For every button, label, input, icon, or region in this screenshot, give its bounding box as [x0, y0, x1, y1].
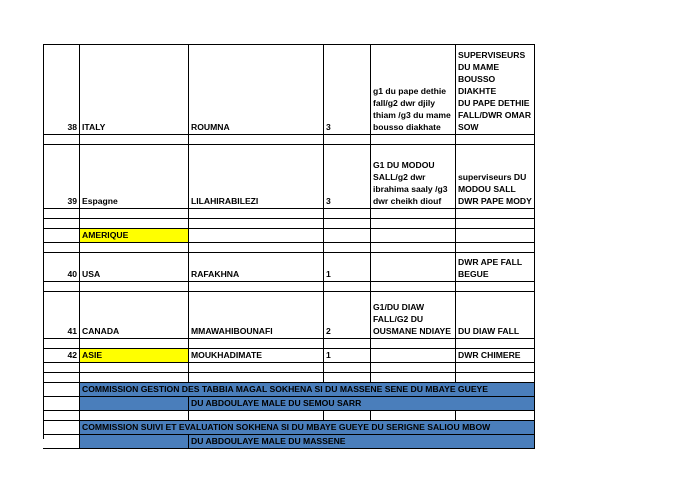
- sheet-cell[interactable]: [189, 219, 324, 229]
- supervisors-cell[interactable]: [456, 229, 535, 243]
- supervisors-cell-text: DU DIAW FALL: [458, 326, 520, 336]
- groups-cell[interactable]: [371, 253, 456, 282]
- row-number-text: 40: [67, 269, 77, 279]
- country-cell[interactable]: [80, 292, 189, 339]
- country-cell[interactable]: [80, 349, 189, 363]
- country-cell[interactable]: [80, 44, 189, 135]
- count-cell[interactable]: [324, 253, 371, 282]
- country-cell[interactable]: [80, 229, 189, 243]
- sheet-cell[interactable]: [43, 219, 80, 229]
- sheet-cell[interactable]: [43, 383, 80, 397]
- sheet-cell[interactable]: [189, 363, 324, 373]
- name-cell-text: RAFAKHNA: [191, 269, 240, 279]
- commission-title[interactable]: [80, 383, 535, 397]
- sheet-cell[interactable]: [324, 243, 371, 253]
- sheet-cell[interactable]: [80, 282, 189, 292]
- row-number[interactable]: [43, 44, 80, 135]
- country-cell-text: ASIE: [82, 350, 103, 360]
- row-number[interactable]: [43, 253, 80, 282]
- country-cell-text: Espagne: [82, 196, 118, 206]
- groups-cell-text: G1/DU DIAW FALL/G2 DU OUSMANE NDIAYE: [373, 302, 451, 336]
- groups-cell[interactable]: [371, 145, 456, 209]
- sheet-cell[interactable]: [43, 243, 80, 253]
- sheet-cell[interactable]: [189, 373, 324, 383]
- sheet-cell[interactable]: [43, 339, 80, 349]
- sheet-cell[interactable]: [43, 435, 80, 449]
- sheet-cell[interactable]: [456, 363, 535, 373]
- name-cell[interactable]: [189, 253, 324, 282]
- count-cell-text: 3: [326, 196, 331, 206]
- sheet-cell[interactable]: [43, 421, 80, 435]
- commission-members[interactable]: [189, 397, 535, 411]
- sheet-cell[interactable]: [80, 243, 189, 253]
- name-cell[interactable]: [189, 44, 324, 135]
- sheet-cell[interactable]: [371, 219, 456, 229]
- supervisors-cell[interactable]: [456, 349, 535, 363]
- name-cell-text: MMAWAHIBOUNAFI: [191, 326, 273, 336]
- supervisors-cell[interactable]: [456, 292, 535, 339]
- sheet-cell[interactable]: [456, 411, 535, 421]
- row-number[interactable]: [43, 349, 80, 363]
- sheet-cell[interactable]: [43, 363, 80, 373]
- sheet-cell[interactable]: [456, 209, 535, 219]
- groups-cell-text: g1 du pape dethie fall/g2 dwr djily thiam /g3 du mame bousso diakhate: [373, 86, 451, 132]
- sheet-cell[interactable]: [80, 219, 189, 229]
- sheet-cell[interactable]: [371, 282, 456, 292]
- sheet-cell[interactable]: [456, 243, 535, 253]
- sheet-cell[interactable]: [456, 282, 535, 292]
- groups-cell[interactable]: [371, 229, 456, 243]
- sheet-cell[interactable]: [189, 411, 324, 421]
- sheet-cell[interactable]: [324, 363, 371, 373]
- row-number[interactable]: [43, 229, 80, 243]
- name-cell-text: LILAHIRABILEZI: [191, 196, 259, 206]
- count-cell[interactable]: [324, 44, 371, 135]
- commission-title-text: COMMISSION GESTION DES TABBIA MAGAL SOKHENA SI DU MASSENE SENE DU MBAYE GUEYE: [82, 384, 489, 394]
- count-cell[interactable]: [324, 349, 371, 363]
- commission-members-text: DU ABDOULAYE MALE DU SEMOU SARR: [191, 398, 362, 408]
- sheet-cell[interactable]: [189, 339, 324, 349]
- sheet-cell[interactable]: [43, 411, 80, 421]
- sheet-cell[interactable]: [324, 135, 371, 145]
- sheet-cell[interactable]: [80, 411, 189, 421]
- row-number-text: 39: [67, 196, 77, 206]
- supervisors-cell-text: superviseurs DU MODOU SALL DWR PAPE MODY: [458, 172, 532, 206]
- sheet-cell[interactable]: [80, 373, 189, 383]
- sheet-cell[interactable]: [43, 135, 80, 145]
- sheet-cell[interactable]: [371, 363, 456, 373]
- sheet-cell[interactable]: [324, 411, 371, 421]
- commission-band[interactable]: [80, 435, 189, 449]
- sheet-cell[interactable]: [43, 209, 80, 219]
- supervisors-cell[interactable]: [456, 44, 535, 135]
- sheet-cell[interactable]: [189, 209, 324, 219]
- sheet-cell[interactable]: [456, 135, 535, 145]
- sheet-cell[interactable]: [456, 339, 535, 349]
- sheet-cell[interactable]: [371, 135, 456, 145]
- sheet-cell[interactable]: [371, 209, 456, 219]
- supervisors-cell-text: DWR CHIMERE: [458, 350, 521, 360]
- country-cell[interactable]: [80, 253, 189, 282]
- sheet-cell[interactable]: [324, 373, 371, 383]
- sheet-cell[interactable]: [189, 135, 324, 145]
- row-number[interactable]: [43, 292, 80, 339]
- commission-title-text: COMMISSION SUIVI ET EVALUATION SOKHENA SI DU MBAYE GUEYE DU SERIGNE SALIOU MBOW: [82, 422, 491, 432]
- sheet-cell[interactable]: [324, 282, 371, 292]
- commission-members[interactable]: [189, 435, 535, 449]
- sheet-cell[interactable]: [371, 243, 456, 253]
- sheet-cell[interactable]: [80, 339, 189, 349]
- country-cell-text: ITALY: [82, 122, 106, 132]
- sheet-cell[interactable]: [80, 209, 189, 219]
- country-cell-text: AMERIQUE: [82, 230, 129, 240]
- commission-band[interactable]: [80, 397, 189, 411]
- sheet-cell[interactable]: [456, 373, 535, 383]
- groups-cell-text: G1 DU MODOU SALL/g2 dwr ibrahima saaly /g3 dwr cheikh diouf: [373, 160, 448, 206]
- count-cell-text: 3: [326, 122, 331, 132]
- commission-title[interactable]: [80, 421, 535, 435]
- count-cell[interactable]: [324, 292, 371, 339]
- country-cell-text: CANADA: [82, 326, 120, 336]
- spreadsheet-grid: [43, 44, 535, 446]
- sheet-cell[interactable]: [43, 397, 80, 411]
- name-cell[interactable]: [189, 349, 324, 363]
- sheet-cell[interactable]: [324, 219, 371, 229]
- name-cell-text: MOUKHADIMATE: [191, 350, 262, 360]
- sheet-cell[interactable]: [371, 339, 456, 349]
- sheet-cell[interactable]: [324, 339, 371, 349]
- row-number-text: 38: [67, 122, 77, 132]
- sheet-cell[interactable]: [456, 219, 535, 229]
- name-cell-text: ROUMNA: [191, 122, 230, 132]
- row-number-text: 42: [67, 350, 77, 360]
- country-cell-text: USA: [82, 269, 101, 279]
- sheet-cell[interactable]: [43, 282, 80, 292]
- supervisors-cell[interactable]: [456, 253, 535, 282]
- supervisors-cell-text: DWR APE FALL BEGUE: [458, 257, 523, 279]
- count-cell-text: 1: [326, 350, 331, 360]
- sheet-cell[interactable]: [371, 411, 456, 421]
- sheet-cell[interactable]: [371, 373, 456, 383]
- name-cell[interactable]: [189, 145, 324, 209]
- sheet-cell[interactable]: [80, 135, 189, 145]
- commission-members-text: DU ABDOULAYE MALE DU MASSENE: [191, 436, 346, 446]
- sheet-cell[interactable]: [189, 243, 324, 253]
- count-cell[interactable]: [324, 145, 371, 209]
- name-cell[interactable]: [189, 229, 324, 243]
- count-cell[interactable]: [324, 229, 371, 243]
- supervisors-cell[interactable]: [456, 145, 535, 209]
- sheet-cell[interactable]: [189, 282, 324, 292]
- sheet-cell[interactable]: [80, 363, 189, 373]
- row-number[interactable]: [43, 145, 80, 209]
- row-number-text: 41: [67, 326, 77, 336]
- country-cell[interactable]: [80, 145, 189, 209]
- groups-cell[interactable]: [371, 349, 456, 363]
- sheet-cell[interactable]: [324, 209, 371, 219]
- count-cell-text: 2: [326, 326, 331, 336]
- sheet-cell[interactable]: [43, 373, 80, 383]
- supervisors-cell-text: SUPERVISEURS DU MAME BOUSSO DIAKHTE DU PAPE DETHIE FALL/DWR OMAR SOW: [458, 50, 532, 132]
- name-cell[interactable]: [189, 292, 324, 339]
- count-cell-text: 1: [326, 269, 331, 279]
- groups-cell[interactable]: [371, 44, 456, 135]
- groups-cell[interactable]: [371, 292, 456, 339]
